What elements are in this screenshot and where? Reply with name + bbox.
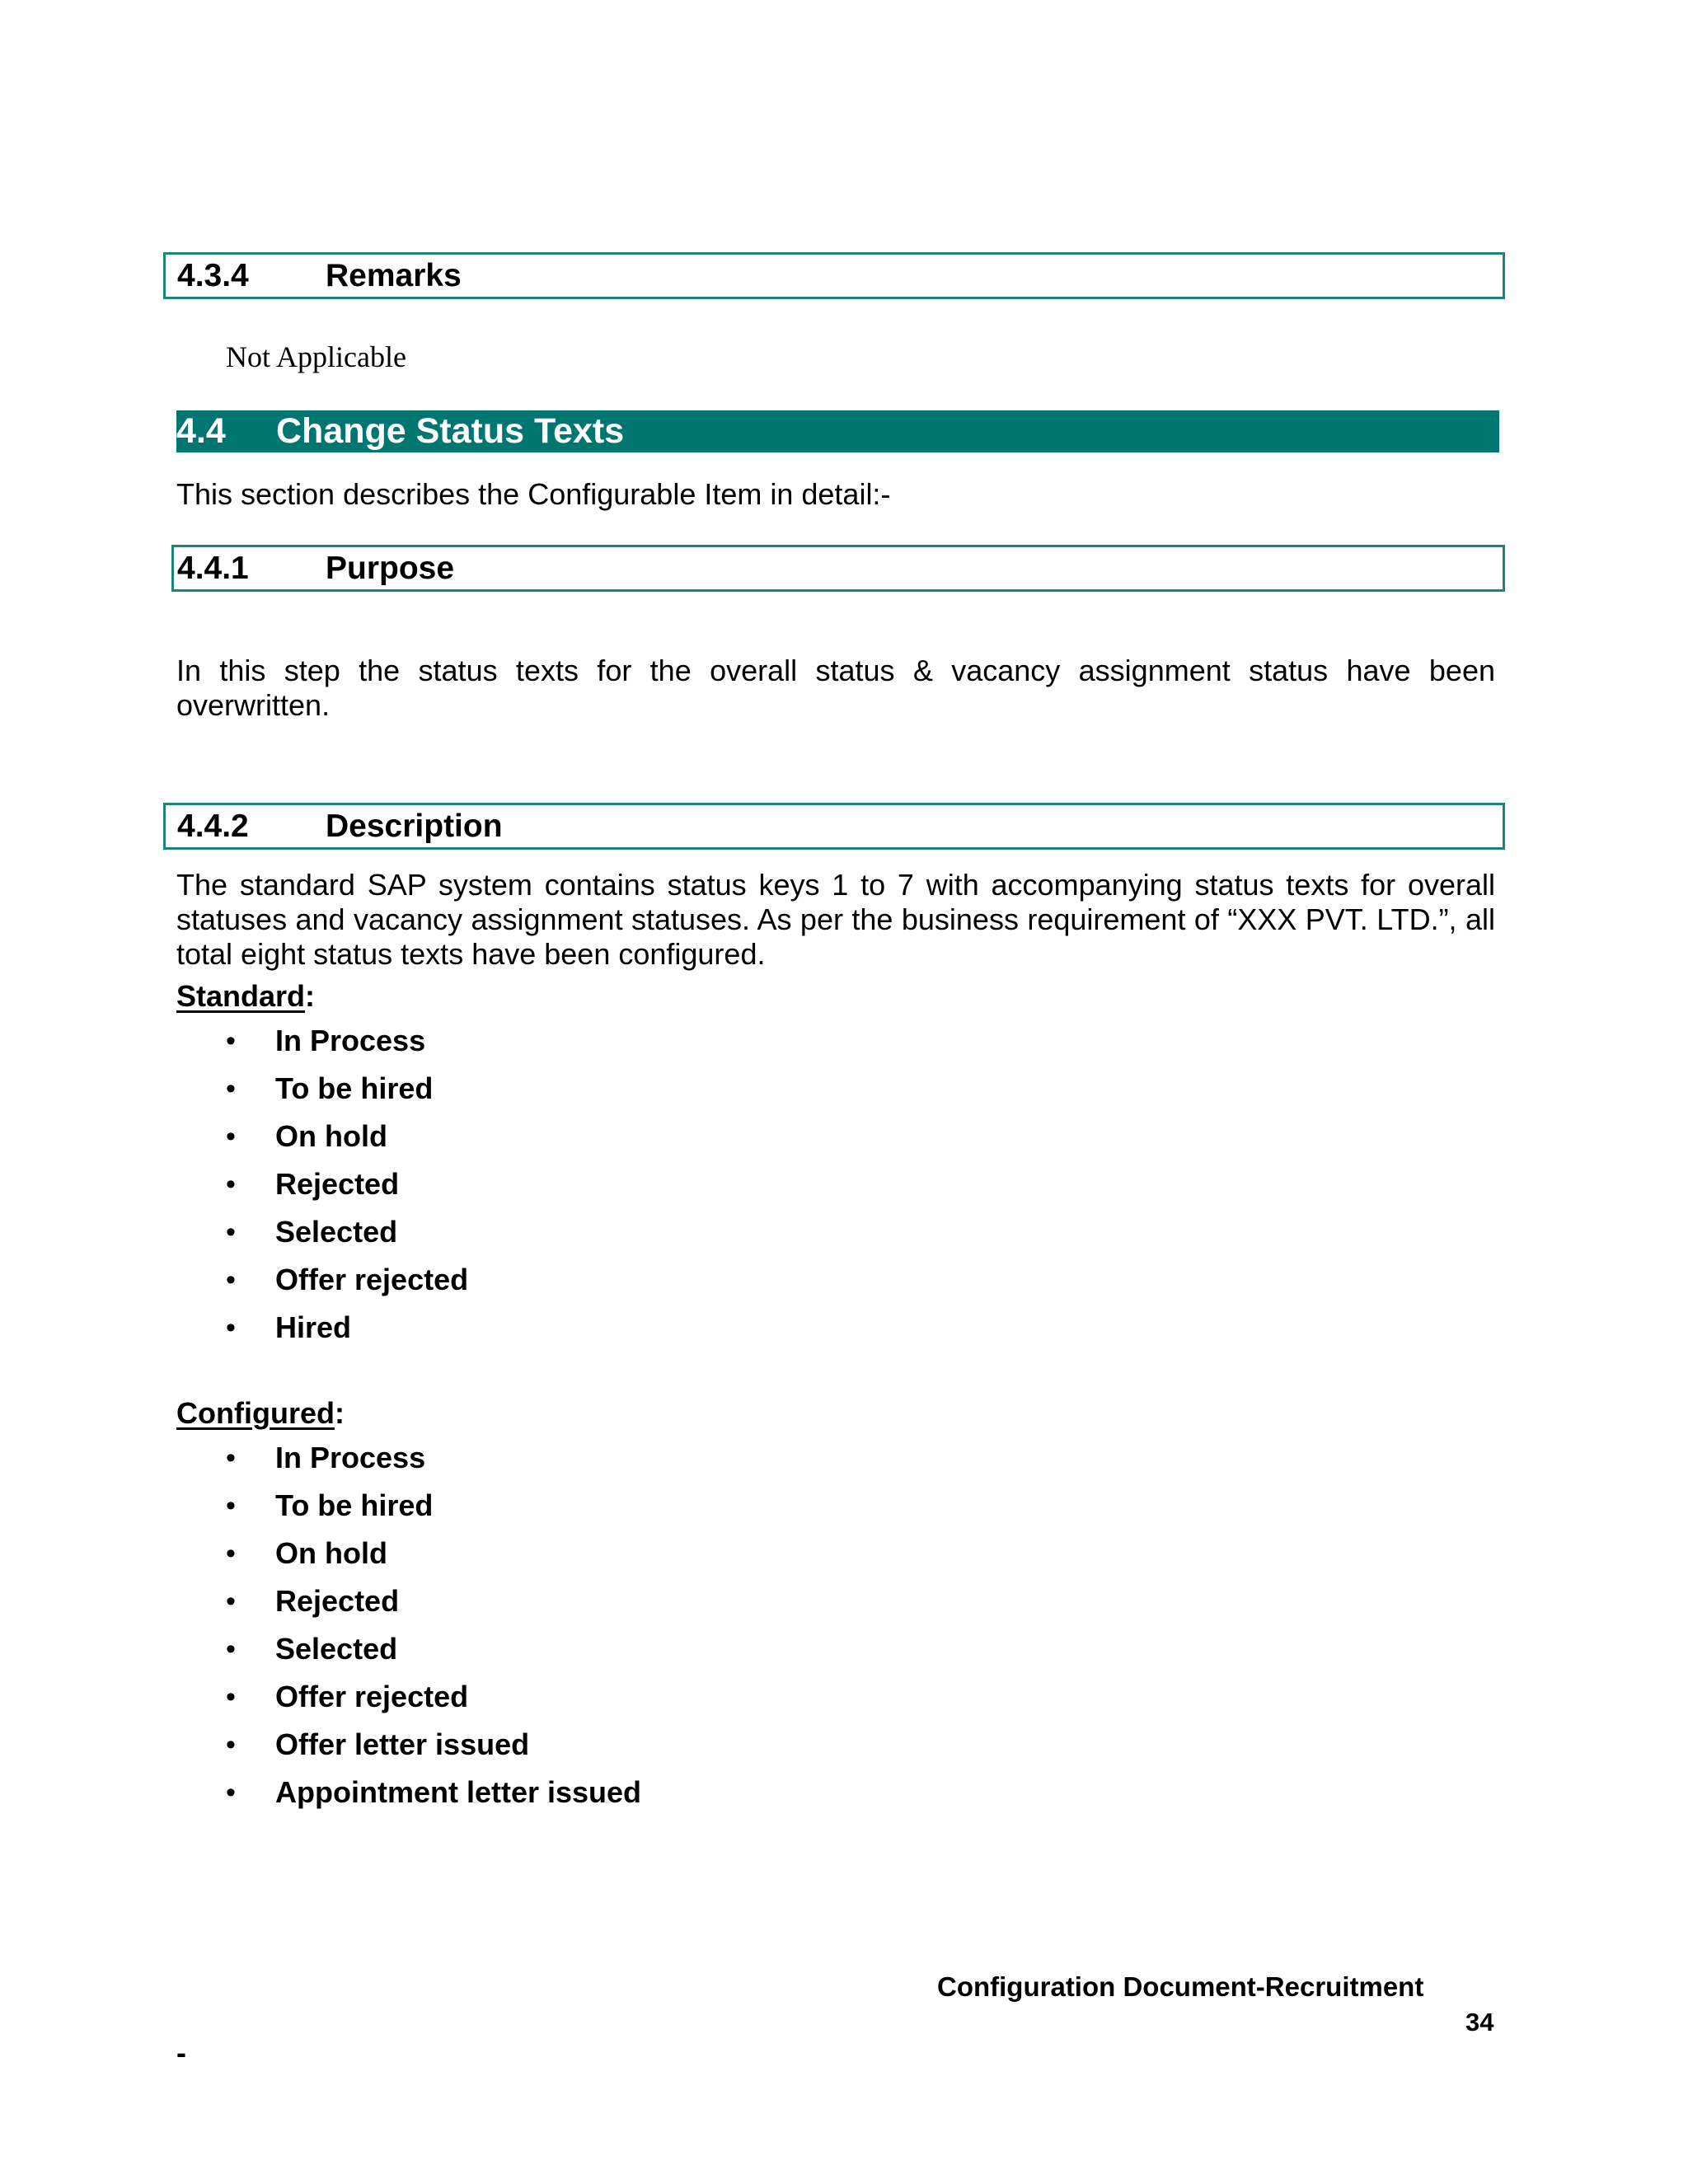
- list-item: [176, 1482, 641, 1530]
- standard-label: Standard:: [176, 979, 316, 1013]
- section-number: 4.4: [176, 411, 226, 451]
- list-item: [176, 1113, 468, 1160]
- list-item: [176, 1530, 641, 1577]
- bullet-icon: •: [226, 1442, 236, 1474]
- list-item-label: Rejected: [275, 1167, 400, 1201]
- bullet-icon: •: [226, 1681, 236, 1713]
- section-title: Change Status Texts: [276, 411, 625, 451]
- list-item-label: To be hired: [275, 1488, 434, 1522]
- heading-number: 4.4.1: [177, 551, 249, 586]
- heading-remarks: [163, 252, 1505, 299]
- list-item-label: Offer rejected: [275, 1263, 469, 1296]
- description-text: The standard SAP system contains status keys 1 to 7 with accompanying status texts for overall statuses and vacancy assignment statuses. As per the business requirement of “XXX PVT. LTD.”, all total eight status texts have been configured.: [176, 868, 1495, 971]
- bullet-icon: •: [226, 1216, 236, 1248]
- list-item-label: On hold: [275, 1536, 387, 1570]
- heading-description: [163, 803, 1505, 850]
- heading-number: 4.4.2: [177, 808, 249, 844]
- heading-number: 4.3.4: [177, 258, 249, 293]
- list-item: [176, 1304, 468, 1352]
- list-item: [176, 1673, 641, 1721]
- standard-status-list: [176, 1017, 468, 1352]
- bullet-icon: •: [226, 1633, 236, 1665]
- list-item-label: Offer letter issued: [275, 1727, 530, 1761]
- bullet-icon: •: [226, 1264, 236, 1296]
- list-item-label: In Process: [275, 1441, 426, 1474]
- list-item: [176, 1256, 468, 1304]
- section-intro: This section describes the Configurable Item in detail:-: [176, 477, 891, 511]
- footer-title: Configuration Document-Recruitment: [937, 1971, 1424, 2002]
- heading-title: Remarks: [326, 258, 462, 293]
- list-item-label: Selected: [275, 1215, 398, 1249]
- bullet-icon: •: [226, 1729, 236, 1760]
- heading-title: Description: [326, 808, 503, 844]
- list-item-label: On hold: [275, 1119, 387, 1153]
- list-item-label: Selected: [275, 1632, 398, 1666]
- list-item: [176, 1721, 641, 1769]
- list-item: [176, 1769, 641, 1816]
- list-item-label: Rejected: [275, 1584, 400, 1618]
- heading-title: Purpose: [326, 551, 455, 586]
- configured-label: Configured:: [176, 1396, 345, 1430]
- list-item-label: Appointment letter issued: [275, 1775, 642, 1809]
- bullet-icon: •: [226, 1777, 236, 1808]
- list-item: [176, 1434, 641, 1482]
- bullet-icon: •: [226, 1538, 236, 1569]
- list-item-label: To be hired: [275, 1071, 434, 1105]
- bullet-icon: •: [226, 1586, 236, 1617]
- footer-dash: -: [176, 2036, 186, 2069]
- remarks-text: Not Applicable: [226, 340, 406, 373]
- bullet-icon: •: [226, 1073, 236, 1104]
- list-item-label: Hired: [275, 1310, 352, 1344]
- list-item-label: In Process: [275, 1024, 426, 1057]
- purpose-text: In this step the status texts for the overall status & vacancy assignment status have been overwritten.: [176, 654, 1495, 722]
- page-number: 34: [1465, 2008, 1494, 2036]
- list-item: [176, 1625, 641, 1673]
- list-item: [176, 1208, 468, 1256]
- list-item: [176, 1017, 468, 1065]
- list-item: [176, 1577, 641, 1625]
- bullet-icon: •: [226, 1312, 236, 1343]
- list-item-label: Offer rejected: [275, 1680, 469, 1713]
- list-item: [176, 1065, 468, 1113]
- bullet-icon: •: [226, 1169, 236, 1200]
- heading-purpose: [171, 545, 1505, 592]
- bullet-icon: •: [226, 1121, 236, 1152]
- section-heading-band: [176, 410, 1499, 452]
- bullet-icon: •: [226, 1490, 236, 1521]
- list-item: [176, 1160, 468, 1208]
- bullet-icon: •: [226, 1025, 236, 1057]
- configured-status-list: [176, 1434, 641, 1816]
